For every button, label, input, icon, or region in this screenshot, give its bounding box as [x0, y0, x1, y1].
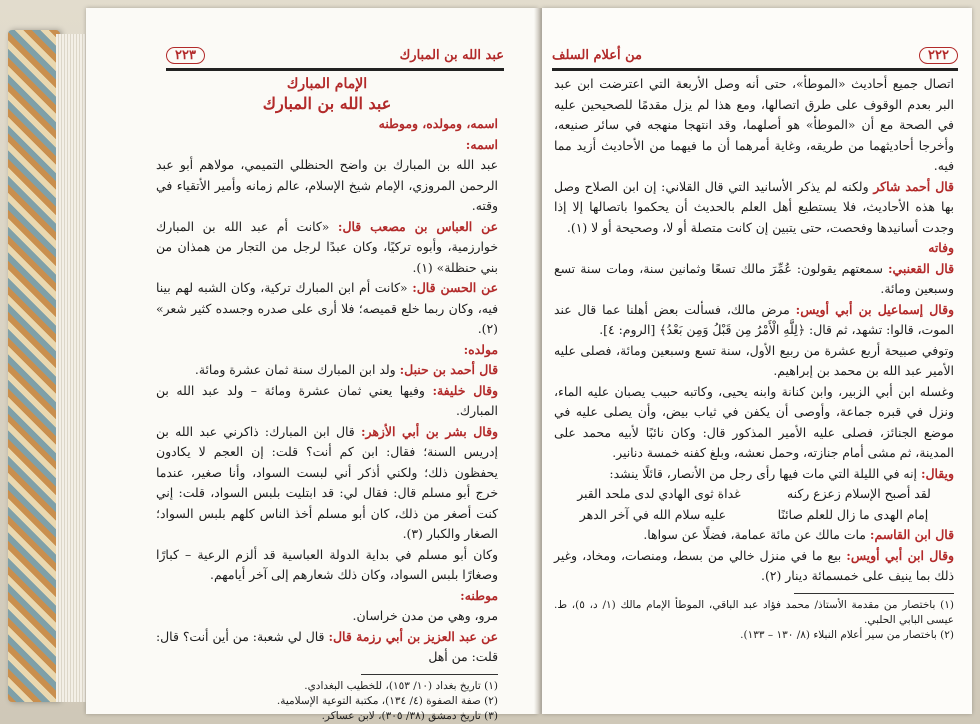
left-page-header — [166, 44, 504, 66]
paragraph: اتصال جميع أحاديث «الموطأ»، حتى أنه وصل الأربعة التي اعترضت ابن عبد البر بعدم الوقوف على طرق اتصالها، ومع هذا لم يزل مقدمًا للصحيحين عليه في الصحة مع أن «الموطأ» هو أصلهما، وقد انتهجا منهجه في سائر صنيعه، وأخرجا أحاديثهما من طريقه، وغاية أمرهما أن ما فيهما من الأحاديث أزيد مما فيه. — [554, 76, 954, 173]
left-page — [86, 8, 538, 722]
paragraph: قال ابن المبارك: ذاكرني عبد الله بن إدريس السنة؛ فقال: ابن كم أنت؟ قلت: إن العجم لا يكادون يحفظون ذلك؛ ولكني أذكر أني لبست السواد، وأنا صغير، عندما خرج أبو مسلم قال: فقال لي: قد ابتليت بلبس السواد، قلت: إني كنت أصغر من ذلك، كان أبو مسلم أخذ الناس كلهم بلبس السواد؛ الصغار والكبار (٣). — [156, 423, 498, 541]
narrator-label: قال ابن القاسم: — [869, 527, 954, 542]
paragraph: قال لي شعبة: من أين أنت؟ قال: قلت: من أهل — [156, 628, 498, 664]
narrator-label: عن الحسن قال: — [412, 280, 498, 295]
narrator-label: عن عبد العزيز بن أبي رزمة قال: — [328, 628, 498, 644]
narrator-label: وقال إسماعيل بن أبي أويس: — [795, 301, 954, 317]
label-name: اسمه: — [465, 136, 498, 152]
paragraph: «كانت أم ابن المبارك تركية، وكان الشبه لهم بينا فيه، وكان ربما خلع قميصه؛ فلا أرى على صدره وجسده كثير شعر» (٢). — [156, 280, 498, 336]
running-head: من أعلام السلف — [552, 47, 643, 63]
paragraph: ولد ابن المبارك سنة ثمان عشرة ومائة. — [194, 362, 396, 377]
narrator-label: وقال بشر بن أبي الأزهر: — [360, 423, 498, 439]
page-number: ٢٢٣ — [166, 47, 205, 64]
narrator-label: وقال ابن أبي أويس: — [846, 547, 954, 563]
paragraph: مات مالك عن مائة عمامة، فضلًا عن سواها. — [643, 527, 866, 542]
paragraph: وغسله ابن أبي الزبير، وابن كنانة وابنه يحيى، وكاتبه حبيب يصبان عليه الماء، ونزل في قبره جماعة، وأوصى أن يكفن في ثياب بيض، وأن يصلى عليه في موضع الجنائز، فصلى عليه الأمير المذكور قال: وكان نائبًا لأبيه محمد على المدينة، ثم مشى أمام جنازته، وحمل نعشه، وبلغ كفنه خمسة دنانير. — [554, 383, 954, 460]
paragraph: وفيها يعني ثمان عشرة ومائة – ولد عبد الله بن المبارك. — [156, 382, 498, 418]
header-rule — [552, 68, 958, 71]
paragraph: وتوفي صبيحة أربع عشرة من ربيع الأول، سنة تسع وسبعين ومائة، فصلى عليه الأمير عبد الله بن محمد بن إبراهيم. — [554, 342, 954, 378]
page-edges — [56, 34, 86, 702]
chapter-title: الإمام المبارك — [286, 76, 368, 92]
paragraph: إنه في الليلة التي مات فيها رأى رجل من الأنصار، قائلًا ينشد: — [609, 465, 917, 481]
paragraph: عبد الله بن المبارك بن واضح الحنظلي التميمي، مولاهم أبو عبد الرحمن المروزي، الإمام شيخ الإسلام، عالم زمانه وأمير الأتقياء في وقته. — [156, 157, 498, 213]
section-heading: وفاته — [928, 240, 954, 255]
paragraph: مرض مالك، فسألت بعض أهلنا عما قال عند الموت، قالوا: تشهد، ثم قال: ﴿لِلَّهِ الْأَمْرُ مِن قَبْلُ وَمِن بَعْدُ﴾ [الروم: ٤]. — [554, 301, 954, 337]
running-head: عبد الله بن المبارك — [399, 47, 504, 63]
paragraph: بيع ما في منزل خالي من بسط، ومنصات، ومخاد، وغير ذلك بما ينيف على خمسمائة دينار (٢). — [554, 547, 954, 583]
right-page — [542, 8, 972, 714]
paragraph: سمعتهم يقولون: عُمِّرَ مالك تسعًا وثمانين سنة، ومات سنة تسع وسبعين ومائة. — [554, 260, 954, 296]
label-birth: مولده: — [463, 341, 498, 357]
chapter-subtitle: عبد الله بن المبارك — [262, 94, 392, 113]
footnote: (١) تاريخ بغداد (١٠/ ١٥٣)، للخطيب البغدادي. — [304, 679, 498, 692]
section-heading: اسمه، ومولده، وموطنه — [378, 116, 498, 131]
page-number: ٢٢٢ — [919, 47, 958, 64]
verse-hemistich: إمام الهدى ما زال للعلم صائنًا — [777, 506, 929, 522]
narrator-label: قال أحمد شاكر — [873, 178, 954, 194]
paragraph: مرو، وهي من مدن خراسان. — [352, 608, 498, 623]
narrator-label: قال القعنبي: — [887, 260, 954, 276]
book-spine — [8, 30, 60, 702]
verse-hemistich: لقد أصبح الإسلام زعزع ركنه — [786, 486, 931, 501]
narrator-label: ويقال: — [920, 465, 954, 481]
footnote-rule — [361, 674, 498, 675]
verse-hemistich: غداة ثوى الهادي لدى ملحد القبر — [577, 486, 741, 501]
footnote: (١) باختصار من مقدمة الأستاذ/ محمد فؤاد عبد الباقي، الموطأ الإمام مالك (١/ د، ٥)، ط. عيسى البابي الحلبي. — [554, 598, 955, 626]
footnote: (٣) تاريخ دمشق (٣٨/ ٣٠٥)، لابن عساكر. — [321, 709, 498, 722]
narrator-label: عن العباس بن مصعب قال: — [337, 218, 498, 234]
header-rule — [166, 68, 504, 71]
poem-verse — [554, 484, 954, 505]
narrator-label: قال أحمد بن حنبل: — [399, 362, 498, 377]
footnote: (٢) باختصار من سير أعلام النبلاء (٨/ ١٣٠ – ١٣٣). — [740, 628, 954, 641]
footnote: (٢) صفة الصفوة (٤/ ١٣٤)، مكتبة التوعية الإسلامية. — [276, 694, 498, 707]
paragraph: وكان أبو مسلم في بداية الدولة العباسية قد ألزم الرعية – كبارًا وصغارًا بلبس السواد، وكان ذلك شعارهم إلى آخر أيامهم. — [156, 546, 498, 582]
left-page-body — [156, 74, 498, 724]
right-page-body — [554, 74, 954, 643]
label-home: موطنه: — [460, 587, 498, 603]
verse-hemistich: عليه سلام الله في آخر الدهر — [579, 506, 727, 522]
poem-verse — [554, 505, 954, 526]
footnote-rule — [794, 593, 954, 594]
right-page-header — [552, 44, 958, 66]
paragraph: ولكنه لم يذكر الأسانيد التي قال القلاني: إن ابن الصلاح وصل بها هذه الأحاديث، فلا يستطيع أهل العلم بالحديث أن يحكموا باتصالها إلا إذا وجدت أسانيدها وفحصت، حتى يتبين إن كانت متصلة أو لا، وصحيحة أو لا (١). — [554, 178, 954, 235]
narrator-label: وقال خليفة: — [432, 382, 498, 398]
paragraph: «كانت أم عبد الله بن المبارك خوارزمية، وأبوه تركيًا، وكان عبدًا لرجل من التجار من همذان من بني حنظلة» (١). — [156, 218, 498, 275]
